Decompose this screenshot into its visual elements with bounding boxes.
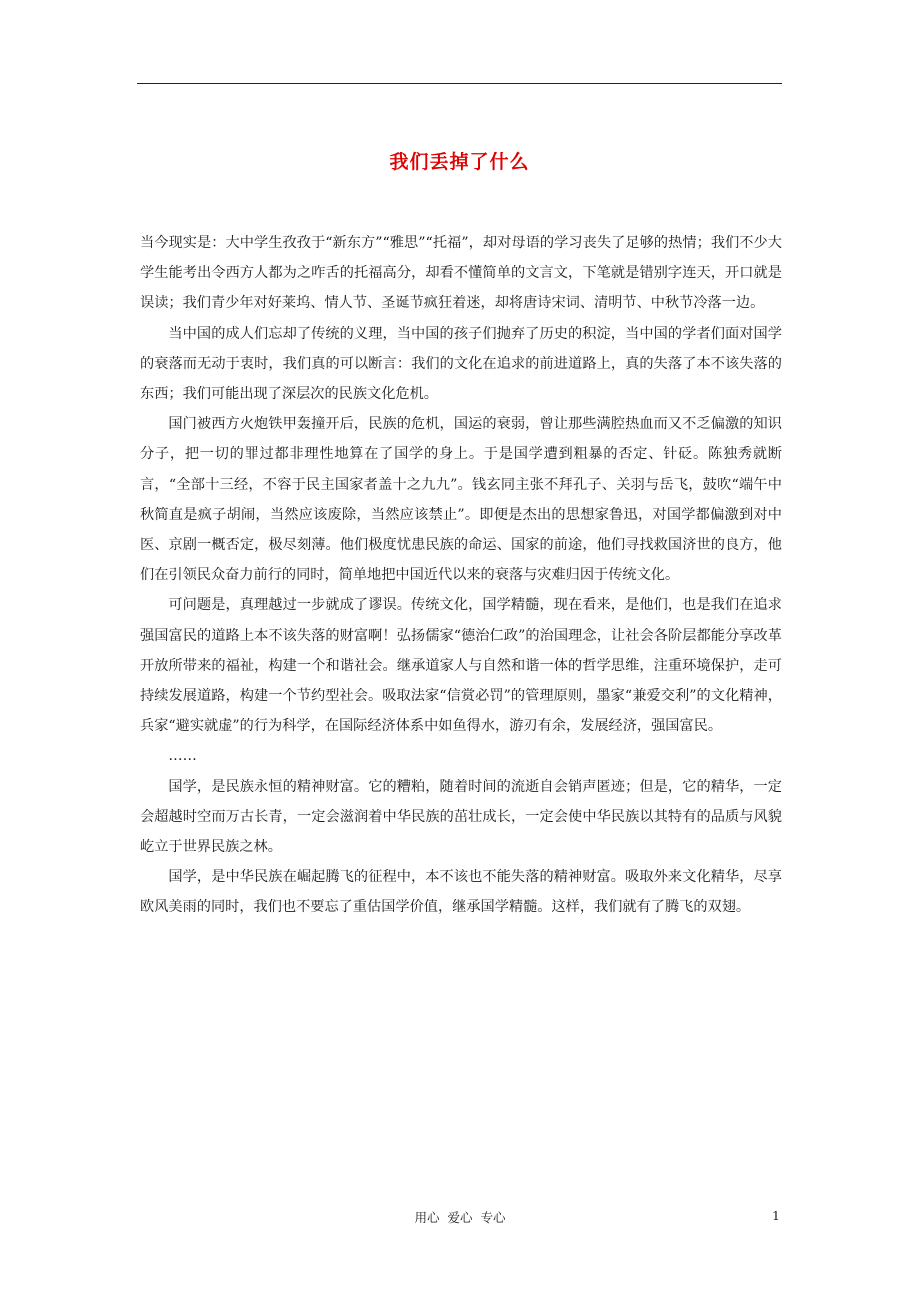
paragraph-2: 当中国的成人们忘却了传统的义理，当中国的孩子们抛弃了历史的积淀，当中国的学者们面对国学的衰落而无动于衷时，我们真的可以断言：我们的文化在追求的前进道路上，真的失落了本不该失落的东西；我们可能出现了深层次的民族文化危机。 [140,325,782,403]
article-title: 我们丢掉了什么 [389,151,530,173]
header-rule [137,83,782,84]
paragraph-1: 当今现实是：大中学生孜孜于“新东方”“雅思”“托福”，却对母语的学习丧失了足够的热情；我们不少大学生能考出令西方人都为之咋舌的托福高分，却看不懂简单的文言文，下笔就是错别字连天，开口就是误读；我们青少年对好莱坞、情人节、圣诞节疯狂着迷，却将唐诗宋词、清明节、中秋节冷落一边。 [140,235,782,312]
paragraph-6: 国学，是中华民族在崛起腾飞的征程中，本不该也不能失落的精神财富。吸取外来文化精华，尽享欧风美雨的同时，我们也不要忘了重估国学价值，继承国学精髓。这样，我们就有了腾飞的双翅。 [140,869,782,916]
paragraph-4: 可问题是，真理越过一步就成了谬误。传统文化，国学精髓，现在看来，是他们，也是我们在追求强国富民的道路上本不该失落的财富啊！弘扬儒家“德治仁政”的治国理念，让社会各阶层都能分享改革开放所带来的福祉，构建一个和谐社会。继承道家人与自然和谐一体的哲学思维，注重环境保护，走可持续发展道路，构建一个节约型社会。吸取法家“信赏必罚”的管理原则，墨家“兼爱交利”的文化精神，兵家“避实就虚”的行为科学，在国际经济体系中如鱼得水，游刃有余，发展经济，强国富民。 [140,597,782,735]
ellipsis-line: …… [168,748,197,765]
page-number: 1 [772,1208,780,1223]
article-body [140,228,782,923]
paragraph-3: 国门被西方火炮铁甲轰撞开后，民族的危机，国运的衰弱，曾让那些满腔热血而又不乏偏激的知识分子，把一切的罪过都非理性地算在了国学的身上。于是国学遭到粗暴的否定、针砭。陈独秀就断言，“全部十三经，不容于民主国家者盖十之九九”。钱玄同主张不拜孔子、关羽与岳飞，鼓吹“端午中秋简直是疯子胡闹，当然应该废除，当然应该禁止”。即便是杰出的思想家鲁迅，对国学都偏激到对中医、京剧一概否定，极尽刻薄。他们极度忧患民族的命运、国家的前途，他们寻找救国济世的良方，他们在引领民众奋力前行的同时，简单地把中国近代以来的衰落与灾难归因于传统文化。 [140,416,782,584]
paragraph-5: 国学，是民族永恒的精神财富。它的糟粕，随着时间的流逝自会销声匿迹；但是，它的精华，一定会超越时空而万古长青，一定会滋润着中华民族的茁壮成长，一定会使中华民族以其特有的品质与风貌屹立于世界民族之林。 [140,778,782,856]
footer-motto: 用心 爱心 专心 [414,1210,506,1225]
